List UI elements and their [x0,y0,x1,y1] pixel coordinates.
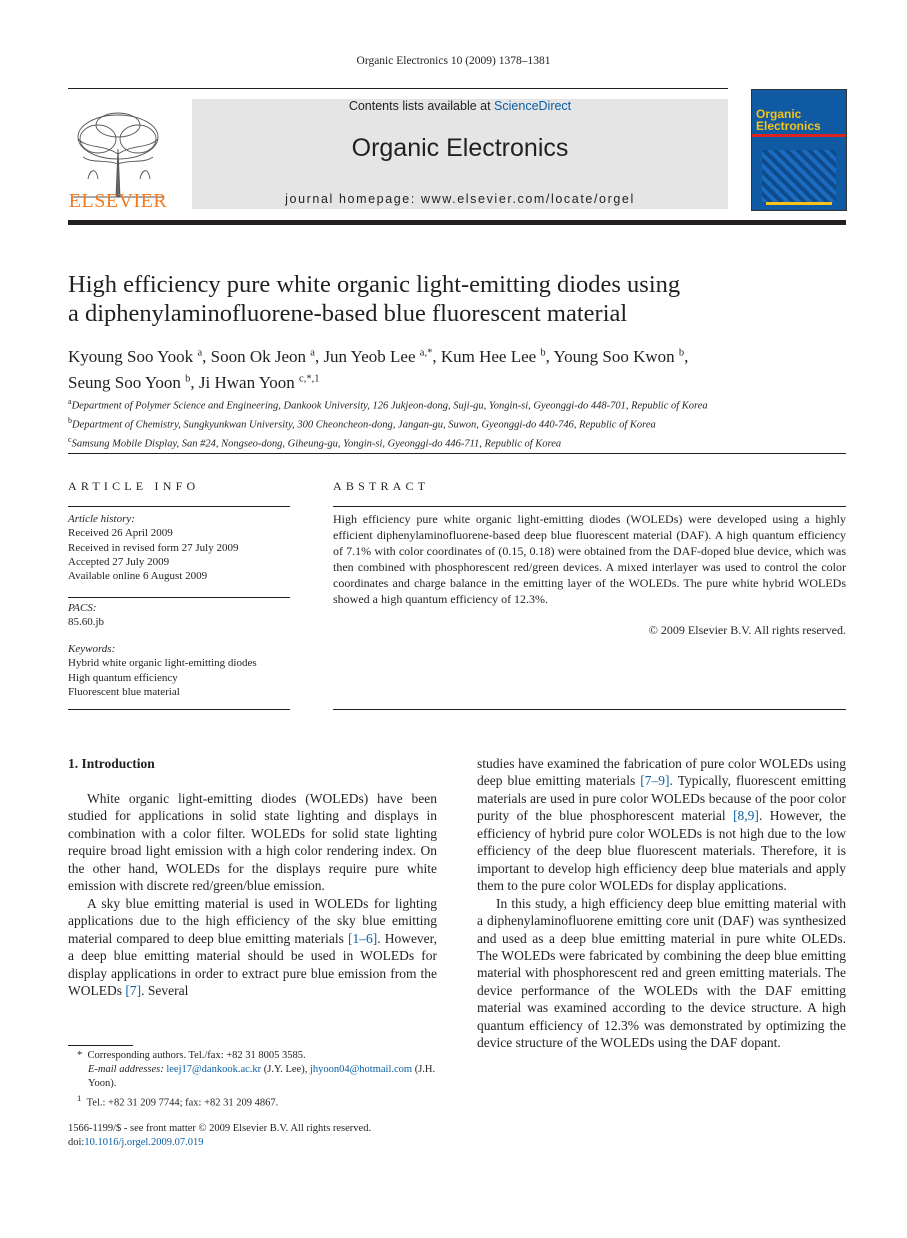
article-title [68,270,848,328]
header-rule-top [68,88,728,89]
footnote-rule [68,1045,133,1046]
keywords-block [68,642,290,699]
cover-title-line1: Organic [756,107,802,121]
title-line2: a diphenylaminofluorene-based blue fluorescent material [68,300,628,327]
author: Seung Soo Yoon $^b$, [68,373,199,393]
sciencedirect-link[interactable]: ScienceDirect [494,99,572,113]
doi-line: doi:10.1016/j.orgel.2009.07.019 [68,1137,204,1148]
body-right-column [477,755,846,1052]
citation-link[interactable]: [8,9] [733,808,759,824]
keywords-label: Keywords: [68,643,116,655]
journal-cover [751,89,847,211]
pacs-code: 85.60.jb [68,616,105,629]
info-rule-1 [68,506,290,507]
history-received: Received 26 April 2009 [68,527,173,540]
affiliation-rule [68,453,846,454]
article-info-heading: ARTICLE INFO [68,479,200,493]
citation-link[interactable]: [1–6] [347,930,378,946]
keyword: High quantum efficiency [68,671,178,684]
abstract-rule-bottom [333,709,846,710]
abstract-text: High efficiency pure white organic light-emitting diodes (WOLEDs) were developed using a highly efficient diphenylaminofluorene-based deep blue fluorescent material (DAF). A high quantum efficiency of 7.1% with color coordinates of (0.15, 0.18) were obtained from the DAF-doped blue device, which was then combined with phosphorescent red/green devices. A mixed interlayer was used to control the color coordinates and charge balance in the emitting layer of the WOLEDs. The pure white hybrid WOLEDs showed a high quantum efficiency of 12.3%. [333,512,846,606]
journal-homepage[interactable]: journal homepage: www.elsevier.com/locate/orgel [285,192,635,206]
abstract-rule-top [333,506,846,507]
article-history [68,512,290,583]
affiliations [68,395,848,452]
history-label: Article history: [68,513,135,525]
author: Jun Yeob Lee $^{a,*}$, [323,346,441,366]
author: Young Soo Kwon $^b$, [553,346,689,366]
intro-paragraph-3: In this study, a high efficiency deep blue emitting material with a diphenylaminofluorene emitting core unit (DAF) was synthesized and used as a deep blue emitting material in pure white OLEDs. The WOLEDs were fabricated by combining the deep blue emitting material with phosphorescent red and green emitting materials. The device performance of the WOLEDs with the DAF emitting material was examined according to the device structure. A high quantum efficiency of 12.3% was demonstrated by optimizing the device structure of the WOLEDs using the DAF dopant. [477,895,846,1051]
affiliation: $^a$Department of Polymer Science and Engineering, Dankook University, 126 Jukjeon-dong, Suji-gu, Yongin-si, Gyeonggi-do 448-701, Republic of Korea [68,397,708,412]
author-list [68,341,848,394]
citation-link[interactable]: [7] [125,982,142,998]
corresponding-note: * Corresponding authors. Tel./fax: +82 31 8005 3585. [77,1050,306,1061]
intro-paragraph-2: A sky blue emitting material is used in WOLEDs for lighting applications due to the high efficiency of the sky blue emitting material compared to deep blue emitting materials [1–6]. However, a deep blue emitting material should be used in WOLEDs for display applications in order to extract pure blue emission from the WOLEDs [7]. Several [68,895,438,998]
contents-prefix: Contents lists available at [348,99,495,113]
title-line1: High efficiency pure white organic light-emitting diodes using [68,271,681,298]
body-left-column [68,790,437,999]
cover-title [756,108,821,132]
cover-title-line2: Electronics [756,119,821,133]
header-rule-bottom [68,220,846,225]
info-rule-3 [68,709,290,710]
issn-doi [68,1122,468,1150]
email-link[interactable]: leej17@dankook.ac.kr [166,1064,262,1075]
footnote-1: $^1$ Tel.: +82 31 209 7744; fax: +82 31 209 4867. [77,1093,279,1109]
contents-available [192,99,728,113]
author: Kyoung Soo Yook $^a$, [68,346,211,366]
citation-link[interactable]: [7–9] [640,773,670,789]
pacs-label: PACS: [68,602,97,614]
history-revised: Received in revised form 27 July 2009 [68,541,239,554]
intro-paragraph-2-cont: studies have examined the fabrication of pure color WOLEDs using deep blue emitting materials [7–9]. Typically, fluorescent emitting materials are used in pure color WOLEDs because of the poor color purity of the blue phosphorescent material [8,9]. However, the efficiency of hybrid pure color WOLEDs is not high due to the low efficiency of the deep blue fluorescent materials. Therefore, it is important to develop high efficiency deep blue materials and apply them to the pure color WOLEDs for display applications. [477,756,847,894]
pacs-block [68,601,290,630]
issn-line: 1566-1199/$ - see front matter © 2009 Elsevier B.V. All rights reserved. [68,1123,372,1134]
journal-title: Organic Electronics [351,134,569,162]
history-online: Available online 6 August 2009 [68,570,208,583]
footnotes [68,1049,437,1111]
email-link[interactable]: jhyoon04@hotmail.com [309,1064,413,1075]
abstract-heading: ABSTRACT [333,479,430,493]
affiliation: $^b$Department of Chemistry, Sungkyunkwan University, 300 Cheoncheon-dong, Jangan-gu, Suwon, Gyeonggi-do 440-746, Republic of Korea [68,416,656,431]
doi-link[interactable]: 10.1016/j.orgel.2009.07.019 [84,1137,204,1148]
author: Kum Hee Lee $^b$, [440,346,554,366]
info-rule-2 [68,597,290,598]
author: Ji Hwan Yoon $^{c,*,1}$ [198,373,320,393]
author: Soon Ok Jeon $^a$, [210,346,324,366]
affiliation: $^c$Samsung Mobile Display, San #24, Nongseo-dong, Giheung-gu, Yongin-si, Gyeonggi-do 446-711, Republic of Korea [68,435,562,450]
section-heading-introduction: 1. Introduction [68,756,155,771]
cover-bar [766,202,832,205]
cover-pattern [762,150,836,202]
intro-paragraph-1: White organic light-emitting diodes (WOLEDs) have been studied for applications in solid state lighting and displays in combination with a color filter. WOLEDs for solid state lighting require broad light emission with a high color rendering index. On the other hand, WOLEDs for the displays require pure white emission with discrete red/green/blue emission. [68,791,437,894]
email-note: E-mail addresses: leej17@dankook.ac.kr (J.Y. Lee), jhyoon04@hotmail.com (J.H. Yoon). [88,1064,436,1089]
history-accepted: Accepted 27 July 2009 [68,555,170,568]
cover-band [752,134,846,137]
keyword: Hybrid white organic light-emitting diodes [68,657,257,670]
abstract-copyright: © 2009 Elsevier B.V. All rights reserved. [648,623,846,637]
journal-citation: Organic Electronics 10 (2009) 1378–1381 [356,55,551,67]
elsevier-wordmark: ELSEVIER [68,190,168,212]
keyword: Fluorescent blue material [68,685,180,698]
